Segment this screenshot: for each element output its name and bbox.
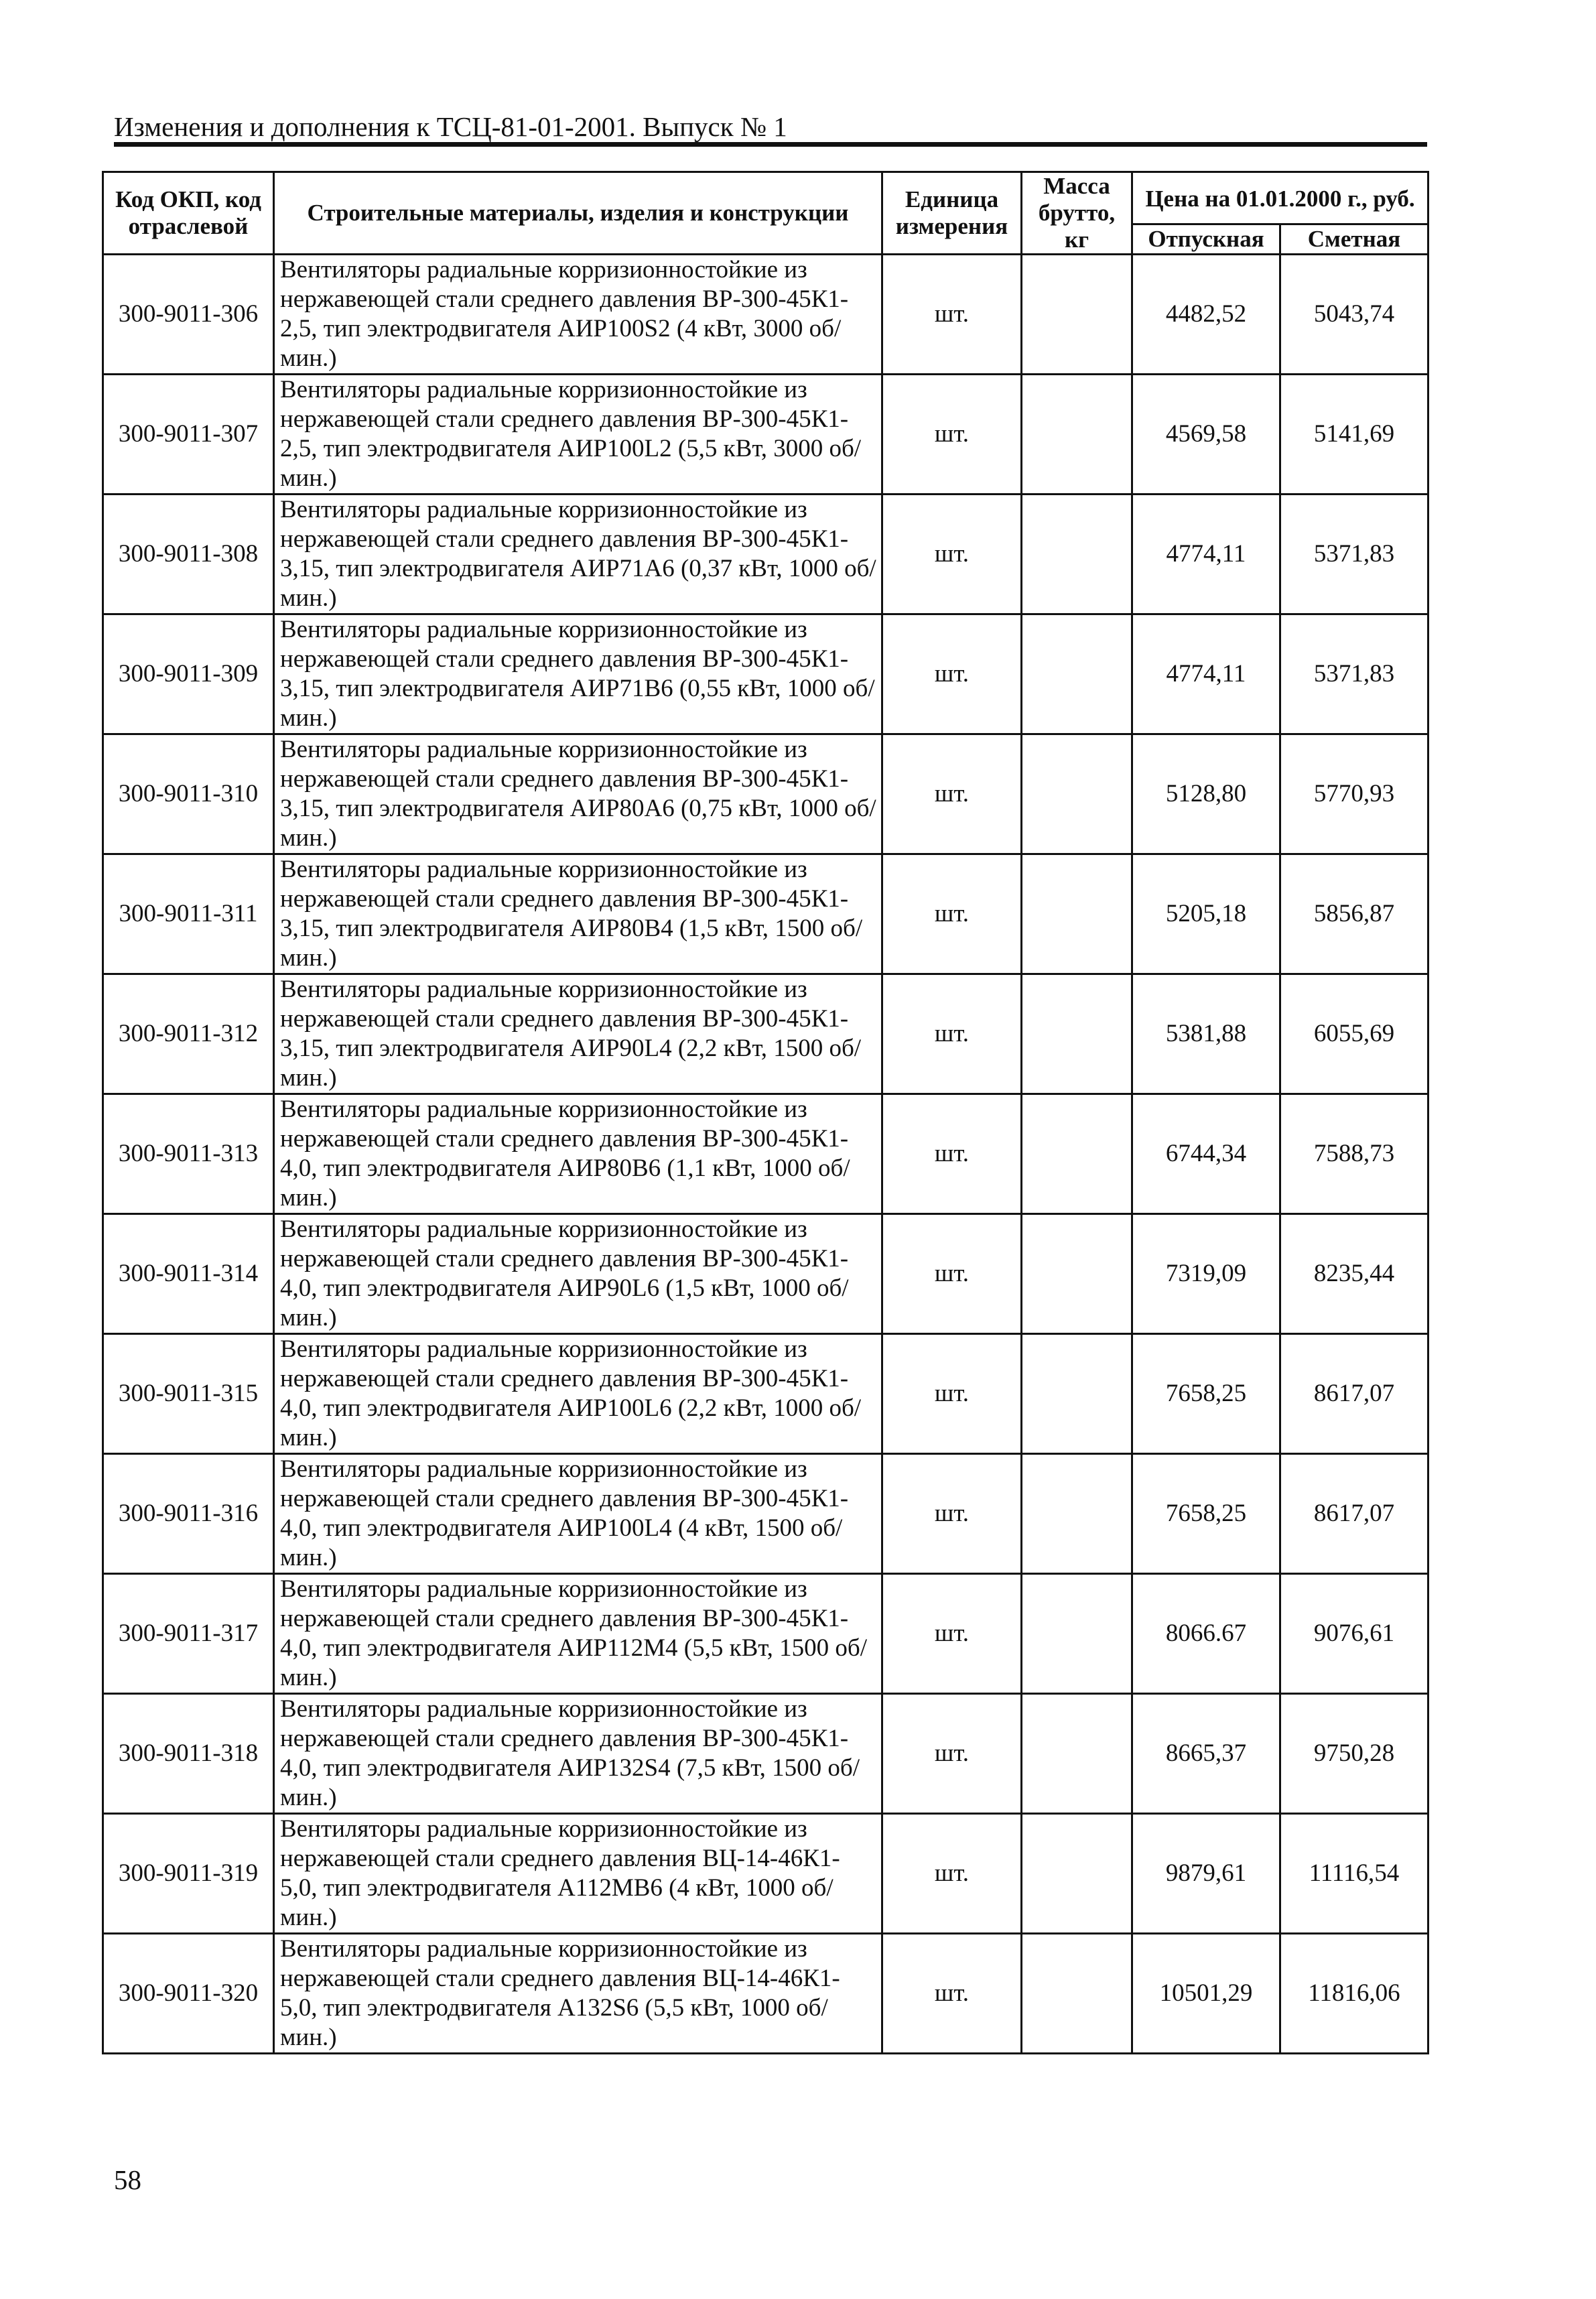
row-mass [1022, 854, 1132, 974]
row-mass [1022, 1574, 1132, 1694]
row-description: Вентиляторы радиальные корризионностойкие из нержавеющей стали среднего давления ВР-300-45К1-3,15, тип электродвигателя АИР71А6 (0,37 кВт, 1000 об/мин.) [274, 495, 882, 614]
row-estimated-price: 5770,93 [1280, 734, 1428, 854]
row-estimated-price: 5856,87 [1280, 854, 1428, 974]
row-release-price: 8665,37 [1132, 1694, 1280, 1814]
row-code: 300-9011-315 [103, 1334, 274, 1454]
row-release-price: 7658,25 [1132, 1334, 1280, 1454]
column-header-mass: Масса брутто, кг [1022, 172, 1132, 255]
row-unit: шт. [882, 375, 1022, 495]
row-description: Вентиляторы радиальные корризионностойкие из нержавеющей стали среднего давления ВР-300-45К1-4,0, тип электродвигателя АИР132S4 (7,5 кВт, 1500 об/мин.) [274, 1694, 882, 1814]
row-unit: шт. [882, 614, 1022, 734]
row-code: 300-9011-311 [103, 854, 274, 974]
row-code: 300-9011-314 [103, 1214, 274, 1334]
row-code: 300-9011-306 [103, 255, 274, 375]
table-body [103, 255, 1428, 2054]
row-estimated-price: 11116,54 [1280, 1814, 1428, 1934]
row-mass [1022, 255, 1132, 375]
row-unit: шт. [882, 1214, 1022, 1334]
row-estimated-price: 9076,61 [1280, 1574, 1428, 1694]
row-code: 300-9011-320 [103, 1934, 274, 2054]
row-description: Вентиляторы радиальные корризионностойкие из нержавеющей стали среднего давления ВР-300-45К1-3,15, тип электродвигателя АИР90L4 (2,2 кВт, 1500 об/мин.) [274, 974, 882, 1094]
column-header-price-group: Цена на 01.01.2000 г., руб. [1132, 172, 1428, 224]
row-unit: шт. [882, 854, 1022, 974]
row-release-price: 4569,58 [1132, 375, 1280, 495]
row-estimated-price: 11816,06 [1280, 1934, 1428, 2054]
row-description: Вентиляторы радиальные корризионностойкие из нержавеющей стали среднего давления ВР-300-45К1-4,0, тип электродвигателя АИР100L4 (4 кВт, 1500 об/мин.) [274, 1454, 882, 1574]
row-unit: шт. [882, 1574, 1022, 1694]
row-release-price: 7658,25 [1132, 1454, 1280, 1574]
table-row [103, 375, 1428, 495]
row-estimated-price: 5371,83 [1280, 495, 1428, 614]
row-unit: шт. [882, 1334, 1022, 1454]
row-mass [1022, 734, 1132, 854]
table-row [103, 974, 1428, 1094]
row-estimated-price: 7588,73 [1280, 1094, 1428, 1214]
row-release-price: 4482,52 [1132, 255, 1280, 375]
row-unit: шт. [882, 495, 1022, 614]
column-header-unit: Единица измерения [882, 172, 1022, 255]
row-release-price: 5205,18 [1132, 854, 1280, 974]
table-row [103, 1214, 1428, 1334]
row-unit: шт. [882, 1814, 1022, 1934]
row-unit: шт. [882, 734, 1022, 854]
row-description: Вентиляторы радиальные корризионностойкие из нержавеющей стали среднего давления ВР-300-45К1-3,15, тип электродвигателя АИР80В4 (1,5 кВт, 1500 об/мин.) [274, 854, 882, 974]
table-row [103, 734, 1428, 854]
row-mass [1022, 375, 1132, 495]
row-unit: шт. [882, 255, 1022, 375]
row-release-price: 6744,34 [1132, 1094, 1280, 1214]
row-code: 300-9011-316 [103, 1454, 274, 1574]
row-mass [1022, 1094, 1132, 1214]
row-mass [1022, 974, 1132, 1094]
row-code: 300-9011-313 [103, 1094, 274, 1214]
row-description: Вентиляторы радиальные корризионностойкие из нержавеющей стали среднего давления ВР-300-45К1-3,15, тип электродвигателя АИР80А6 (0,75 кВт, 1000 об/мин.) [274, 734, 882, 854]
column-header-release-price: Отпускная [1132, 224, 1280, 254]
row-release-price: 5128,80 [1132, 734, 1280, 854]
table-header [103, 172, 1428, 255]
row-release-price: 7319,09 [1132, 1214, 1280, 1334]
row-unit: шт. [882, 1934, 1022, 2054]
row-unit: шт. [882, 1094, 1022, 1214]
row-mass [1022, 1694, 1132, 1814]
row-estimated-price: 9750,28 [1280, 1694, 1428, 1814]
row-code: 300-9011-317 [103, 1574, 274, 1694]
row-code: 300-9011-307 [103, 375, 274, 495]
row-release-price: 10501,29 [1132, 1934, 1280, 2054]
table-row [103, 854, 1428, 974]
row-mass [1022, 1454, 1132, 1574]
row-description: Вентиляторы радиальные корризионностойкие из нержавеющей стали среднего давления ВР-300-45К1-3,15, тип электродвигателя АИР71В6 (0,55 кВт, 1000 об/мин.) [274, 614, 882, 734]
table-row [103, 1574, 1428, 1694]
row-mass [1022, 1214, 1132, 1334]
row-mass [1022, 1934, 1132, 2054]
header-divider [114, 142, 1427, 147]
row-code: 300-9011-308 [103, 495, 274, 614]
table-row [103, 1934, 1428, 2054]
table-row [103, 614, 1428, 734]
row-description: Вентиляторы радиальные корризионностойкие из нержавеющей стали среднего давления ВЦ-14-46К1-5,0, тип электродвигателя А132S6 (5,5 кВт, 1000 об/мин.) [274, 1934, 882, 2054]
row-mass [1022, 614, 1132, 734]
table-row [103, 1814, 1428, 1934]
row-release-price: 9879,61 [1132, 1814, 1280, 1934]
table-row [103, 1334, 1428, 1454]
page-header-title: Изменения и дополнения к ТСЦ-81-01-2001. Выпуск № 1 [114, 111, 787, 142]
row-code: 300-9011-310 [103, 734, 274, 854]
row-mass [1022, 495, 1132, 614]
column-header-code: Код ОКП, код отраслевой [103, 172, 274, 255]
page-number: 58 [114, 2164, 141, 2195]
row-description: Вентиляторы радиальные корризионностойкие из нержавеющей стали среднего давления ВР-300-45К1-4,0, тип электродвигателя АИР80В6 (1,1 кВт, 1000 об/мин.) [274, 1094, 882, 1214]
row-code: 300-9011-312 [103, 974, 274, 1094]
row-release-price: 4774,11 [1132, 495, 1280, 614]
table-row [103, 1454, 1428, 1574]
row-estimated-price: 5141,69 [1280, 375, 1428, 495]
table-row [103, 1094, 1428, 1214]
row-unit: шт. [882, 974, 1022, 1094]
row-unit: шт. [882, 1694, 1022, 1814]
row-description: Вентиляторы радиальные корризионностойкие из нержавеющей стали среднего давления ВР-300-45К1-4,0, тип электродвигателя АИР112М4 (5,5 кВт, 1500 об/мин.) [274, 1574, 882, 1694]
row-estimated-price: 5043,74 [1280, 255, 1428, 375]
table-row [103, 495, 1428, 614]
column-header-estimated-price: Сметная [1280, 224, 1428, 254]
table-row [103, 1694, 1428, 1814]
row-description: Вентиляторы радиальные корризионностойкие из нержавеющей стали среднего давления ВЦ-14-46К1-5,0, тип электродвигателя А112МВ6 (4 кВт, 1000 об/мин.) [274, 1814, 882, 1934]
row-code: 300-9011-318 [103, 1694, 274, 1814]
row-description: Вентиляторы радиальные корризионностойкие из нержавеющей стали среднего давления ВР-300-45К1-4,0, тип электродвигателя АИР90L6 (1,5 кВт, 1000 об/мин.) [274, 1214, 882, 1334]
row-unit: шт. [882, 1454, 1022, 1574]
row-description: Вентиляторы радиальные корризионностойкие из нержавеющей стали среднего давления ВР-300-45К1-4,0, тип электродвигателя АИР100L6 (2,2 кВт, 1000 об/мин.) [274, 1334, 882, 1454]
row-estimated-price: 5371,83 [1280, 614, 1428, 734]
row-release-price: 5381,88 [1132, 974, 1280, 1094]
row-mass [1022, 1334, 1132, 1454]
price-table [102, 171, 1429, 2054]
row-release-price: 4774,11 [1132, 614, 1280, 734]
row-estimated-price: 8235,44 [1280, 1214, 1428, 1334]
row-estimated-price: 8617,07 [1280, 1334, 1428, 1454]
row-code: 300-9011-319 [103, 1814, 274, 1934]
row-code: 300-9011-309 [103, 614, 274, 734]
row-description: Вентиляторы радиальные корризионностойкие из нержавеющей стали среднего давления ВР-300-45К1-2,5, тип электродвигателя АИР100L2 (5,5 кВт, 3000 об/мин.) [274, 375, 882, 495]
row-estimated-price: 8617,07 [1280, 1454, 1428, 1574]
row-release-price: 8066.67 [1132, 1574, 1280, 1694]
table-row [103, 255, 1428, 375]
row-mass [1022, 1814, 1132, 1934]
row-description: Вентиляторы радиальные корризионностойкие из нержавеющей стали среднего давления ВР-300-45К1-2,5, тип электродвигателя АИР100S2 (4 кВт, 3000 об/мин.) [274, 255, 882, 375]
row-estimated-price: 6055,69 [1280, 974, 1428, 1094]
column-header-material: Строительные материалы, изделия и конструкции [274, 172, 882, 255]
